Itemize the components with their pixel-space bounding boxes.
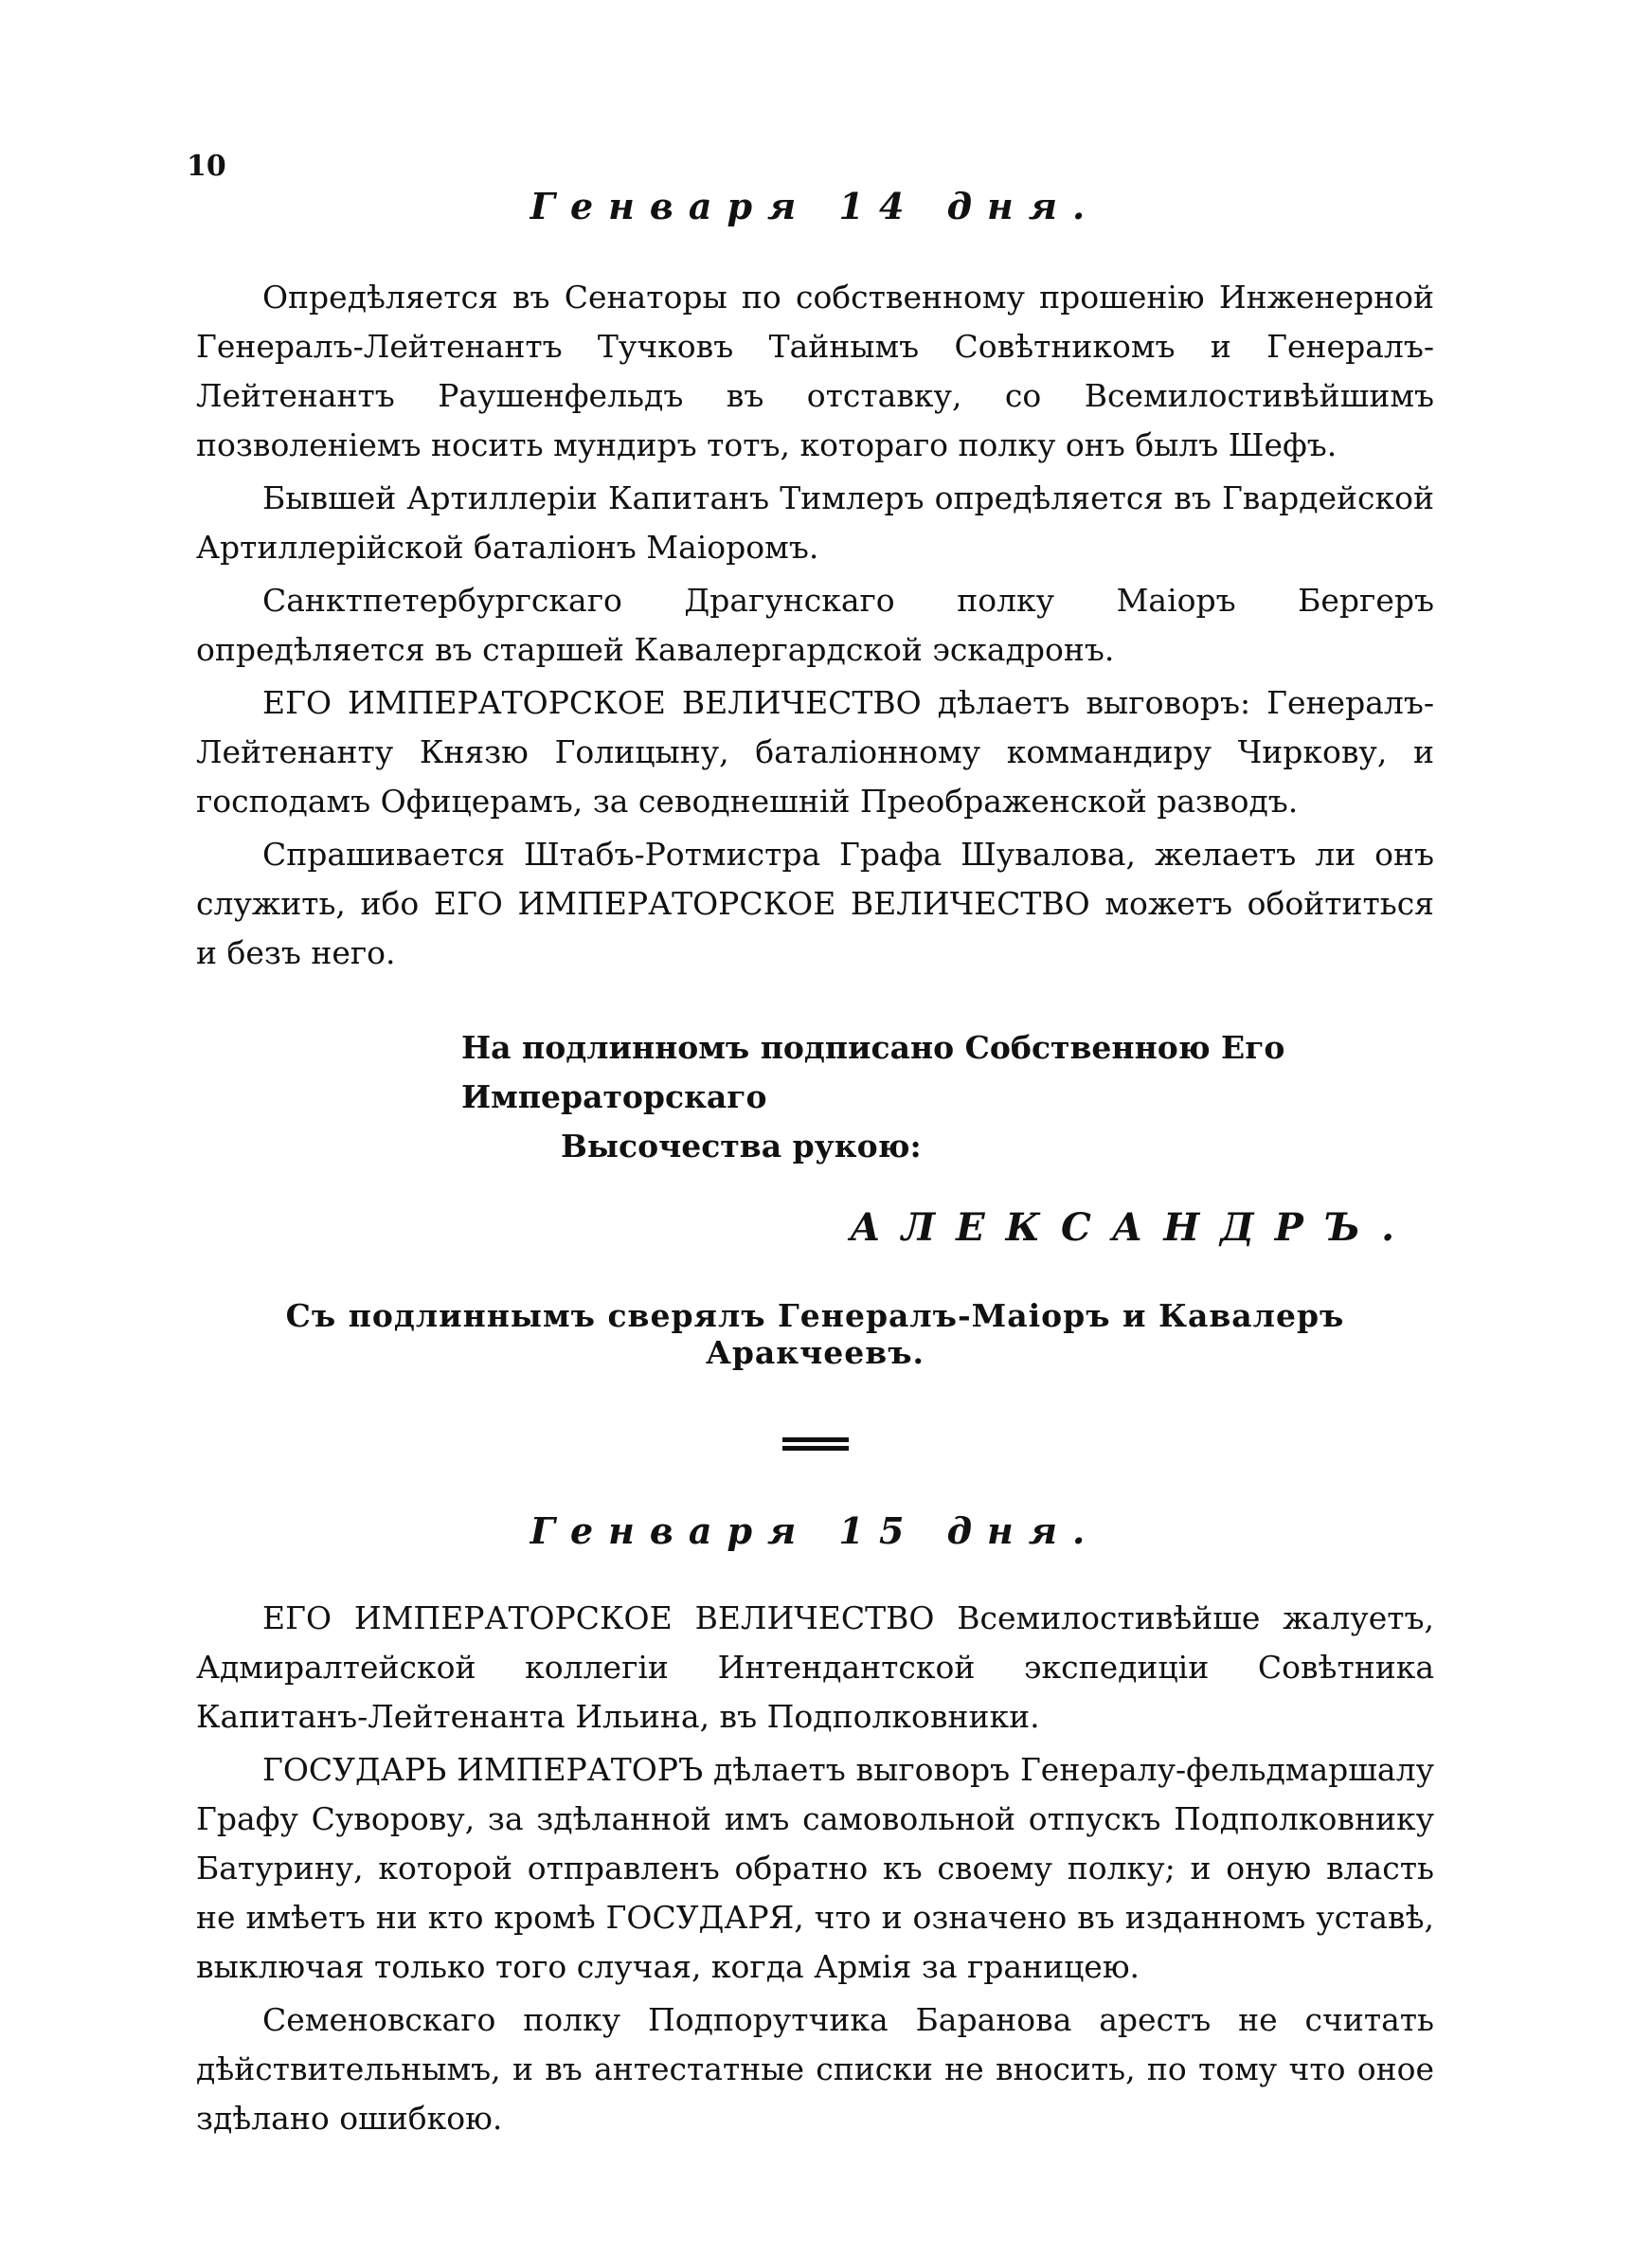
page-number: 10 [187, 150, 226, 183]
signature-note-line: Высочества рукою: [561, 1128, 922, 1165]
entry-january-14 [196, 185, 1434, 1371]
signature-note [461, 1023, 1434, 1171]
paragraph: ЕГО ИМПЕРАТОРСКОЕ ВЕЛИЧЕСТВО Всемилостивѣйше жалуетъ, Адмиралтейской коллегіи Интендантской экспедиціи Совѣтника Капитанъ-Лейтенанта Ильина, въ Подполковники. [196, 1599, 1434, 1735]
attestation: Съ подлиннымъ сверялъ Генералъ-Маіоръ и Кавалеръ Аракчеевъ. [285, 1297, 1345, 1371]
paragraph: Семеновскаго полку Подпорутчика Баранова арестъ не считать дѣйствительнымъ, и въ антестатные списки не вносить, по тому что оное здѣлано ошибкою. [196, 2001, 1434, 2137]
entry-january-15 [196, 1509, 1434, 2143]
signer-name: АЛЕКСАНДРЪ. [850, 1205, 1415, 1250]
entry-date-header: Генваря 14 дня. [530, 185, 1101, 227]
paragraph: ГОСУДАРЬ ИМПЕРАТОРЪ дѣлаетъ выговоръ Генералу-фельдмаршалу Графу Суворову, за здѣланной имъ самовольной отпускъ Подполковнику Батурину, которой отправленъ обратно къ своему полку; и оную власть не имѣетъ ни кто кромѣ ГОСУДАРЯ, что и означено въ изданномъ уставѣ, выключая только того случая, когда Армія за границею. [196, 1751, 1434, 1985]
section-divider [782, 1437, 849, 1451]
paragraph: Спрашивается Штабъ-Ротмистра Графа Шувалова, желаетъ ли онъ служить, ибо ЕГО ИМПЕРАТОРСКОЕ ВЕЛИЧЕСТВО можетъ обойтиться и безъ него. [196, 836, 1434, 971]
paragraph: Опредѣляется въ Сенаторы по собственному прошенію Инженерной Генералъ-Лейтенантъ Тучковъ Тайнымъ Совѣтникомъ и Генералъ-Лейтенантъ Раушенфельдъ въ отставку, со Всемилостивѣйшимъ позволеніемъ носить мундиръ тотъ, котораго полку онъ былъ Шефъ. [196, 279, 1434, 463]
paragraph: Санктпетербургскаго Драгунскаго полку Маіоръ Бергеръ опредѣляется въ старшей Кавалергардской эскадронъ. [196, 582, 1434, 668]
signature-note-line: На подлинномъ подписано Собственною Его Императорскаго [461, 1029, 1285, 1115]
paragraph: ЕГО ИМПЕРАТОРСКОЕ ВЕЛИЧЕСТВО дѣлаетъ выговоръ: Генералъ-Лейтенанту Князю Голицыну, баталіонному коммандиру Чиркову, и господамъ Офицерамъ, за севоднешній Преображенской разводъ. [196, 684, 1434, 820]
paragraph: Бывшей Артиллеріи Капитанъ Тимлеръ опредѣляется въ Гвардейской Артиллерійской баталіонъ Маіоромъ. [196, 479, 1434, 566]
entry-date-header: Генваря 15 дня. [530, 1509, 1101, 1552]
